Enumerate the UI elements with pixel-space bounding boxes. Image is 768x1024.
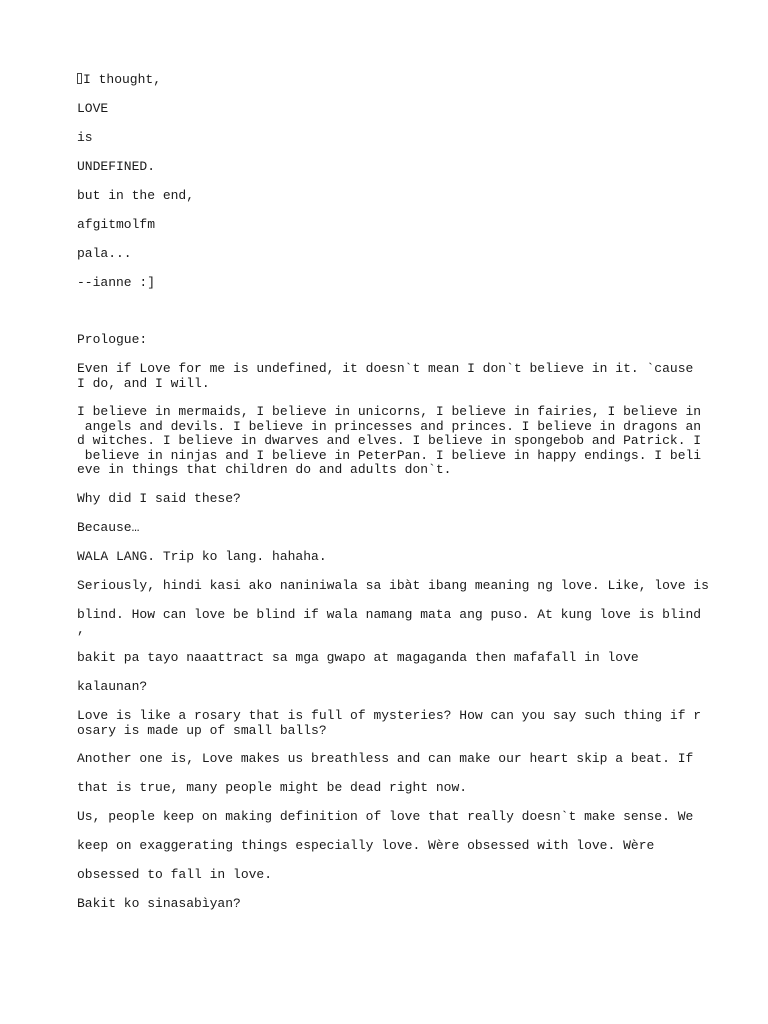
prologue-paragraph-9a: Us, people keep on making definition of love that really doesn`t make sense. We	[77, 809, 694, 824]
prologue-paragraph-8a: Another one is, Love makes us breathless and can make our heart skip a beat. If	[77, 751, 694, 766]
missing-glyph-icon	[77, 73, 82, 84]
prologue-paragraph-3: Why did I said these?	[77, 491, 241, 506]
prologue-paragraph-6a: Seriously, hindi kasi ako naniniwala sa ibàt ibang meaning ng love. Like, love is	[77, 578, 709, 593]
poem-line-6: afgitmolfm	[77, 217, 156, 232]
prologue-paragraph-6c: bakit pa tayo naaattract sa mga gwapo at magaganda then mafafall in love	[77, 650, 639, 665]
prologue-paragraph-8b: that is true, many people might be dead right now.	[77, 780, 468, 795]
prologue-paragraph-9c: obsessed to fall in love.	[77, 867, 273, 882]
prologue-paragraph-1: Even if Love for me is undefined, it doesn`t mean I don`t believe in it. `cause I do, and I will.	[77, 361, 694, 391]
prologue-heading: Prologue:	[77, 332, 148, 347]
poem-line-2: LOVE	[77, 101, 109, 116]
prologue-paragraph-9b: keep on exaggerating things especially love. Wère obsessed with love. Wère	[77, 838, 655, 853]
poem-line-1-text: I thought,	[83, 72, 162, 87]
prologue-paragraph-4: Because…	[77, 520, 140, 535]
poem-line-1	[77, 73, 161, 88]
poem-line-3: is	[77, 130, 93, 145]
prologue-paragraph-2: I believe in mermaids, I believe in unicorns, I believe in fairies, I believe in angels and devils. I believe in princesses and princes. I believe in dragons an d witches. I believe in dwarves and elves. I believe in spongebob and Patrick. I believe in ninjas and I believe in PeterPan. I believe in happy endings. I beli eve in things that children do and adults don`t.	[77, 404, 702, 478]
prologue-paragraph-5: WALA LANG. Trip ko lang. hahaha.	[77, 549, 327, 564]
poem-line-4: UNDEFINED.	[77, 159, 156, 174]
prologue-paragraph-7: Love is like a rosary that is full of mysteries? How can you say such thing if r osary is made up of small balls?	[77, 708, 702, 738]
prologue-paragraph-6b: blind. How can love be blind if wala namang mata ang puso. At kung love is blind ,	[77, 607, 702, 637]
prologue-paragraph-10: Bakit ko sinasabìyan?	[77, 896, 241, 911]
poem-line-7: pala...	[77, 246, 132, 261]
poem-line-5: but in the end,	[77, 188, 195, 203]
signature: --ianne :]	[77, 275, 156, 290]
prologue-paragraph-6d: kalaunan?	[77, 679, 148, 694]
